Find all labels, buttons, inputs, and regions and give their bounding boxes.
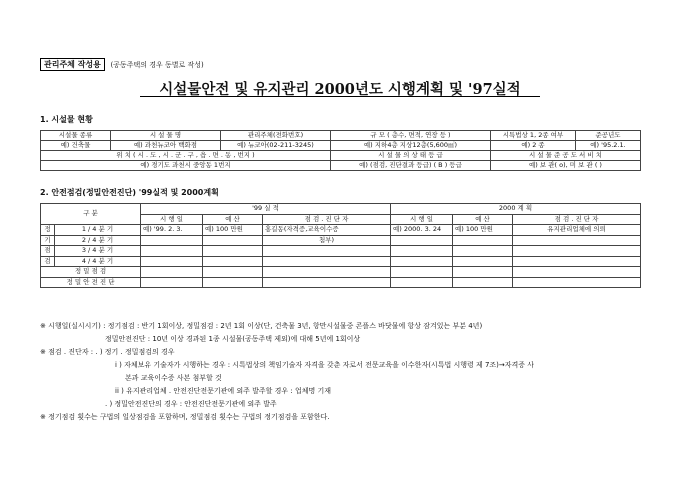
table-row <box>41 277 641 288</box>
table-row <box>41 204 641 215</box>
side-label: 기 <box>41 235 55 246</box>
row-label: 정 밀 점 검 <box>41 267 141 278</box>
value-cell <box>453 267 513 278</box>
value-cell: 예) 건축물 <box>41 141 111 151</box>
value-cell <box>453 246 513 257</box>
value-cell <box>263 277 391 288</box>
value-cell <box>203 277 263 288</box>
header-note: (공동주택의 경우 동별로 작성) <box>110 61 204 69</box>
results-99-header: '99 실 적 <box>141 204 391 215</box>
value-cell <box>453 256 513 267</box>
header-cell: 위 치 ( 시 . 도 , 시 . 군 . 구 , 읍 . 면 . 동 , 번지 ) <box>41 151 331 161</box>
value-cell <box>203 235 263 246</box>
note-line: . ) 정밀안전진단의 경우 : 안전진단전문기관에 외주 발주 <box>105 400 277 408</box>
inspection-plan-table <box>40 203 641 288</box>
value-cell: 예) 2 종 <box>491 141 576 151</box>
value-cell <box>453 277 513 288</box>
side-label: 정 <box>41 225 55 236</box>
value-cell <box>391 256 453 267</box>
value-cell <box>391 267 453 278</box>
header-row <box>40 58 204 71</box>
value-cell <box>141 267 203 278</box>
row-label: 2 / 4 분 기 <box>55 235 141 246</box>
table-row <box>41 131 641 141</box>
value-cell <box>513 235 641 246</box>
value-cell <box>141 246 203 257</box>
row-label: 3 / 4 분 기 <box>55 246 141 257</box>
value-cell <box>391 235 453 246</box>
note-line: 본과 교육이수증 사본 첨부할 것 <box>125 374 222 382</box>
table-row <box>41 161 641 171</box>
header-cell: 시특법상 1, 2종 여부 <box>491 131 576 141</box>
footnotes <box>40 320 534 424</box>
header-cell: 시설물 종류 <box>41 131 111 141</box>
header-cell: 시 설 물 의 상 태 등 급 <box>331 151 491 161</box>
category-header: 구 분 <box>41 204 141 225</box>
note-line: ※ 점검 . 진단자 : . ) 정기 . 정밀점검의 경우 <box>40 348 175 356</box>
row-label: 4 / 4 분 기 <box>55 256 141 267</box>
note-line: ※ 시행일(실시시기) : 정기점검 : 반기 1회이상, 정밀점검 : 2년 1회 이상(단, 건축물 3년, 항만시설물중 콘플스 바닷물에 항상 잠겨있는 부분 4년) <box>40 322 483 330</box>
value-cell <box>141 277 203 288</box>
value-cell <box>263 246 391 257</box>
value-cell <box>513 267 641 278</box>
note-line: ※ 정기점검 횟수는 구법의 일상점검을 포함하며, 정밀점검 횟수는 구법의 정기점검을 포함한다. <box>40 413 330 421</box>
header-cell: 준공년도 <box>576 131 641 141</box>
value-cell: 예) (점검, 진단결과 등급) ( B ) 등급 <box>331 161 491 171</box>
plan-2000-header: 2000 계 획 <box>391 204 641 215</box>
table-row <box>41 267 641 278</box>
table-row <box>41 151 641 161</box>
value-cell <box>513 277 641 288</box>
value-cell: 예) 2000. 3. 24 <box>391 225 453 236</box>
page-title: 시설물안전 및 유지관리 2000년도 시행계획 및 '97실적 <box>159 81 521 98</box>
value-cell: 예) 100 만원 <box>203 225 263 236</box>
value-cell: 첨부) <box>263 235 391 246</box>
table-row <box>41 225 641 236</box>
header-cell: 시 설 물 준 공 도 서 비 치 <box>491 151 641 161</box>
header-cell: 점 검 . 진 단 자 <box>263 214 391 225</box>
facility-status-table <box>40 130 641 171</box>
value-cell: 예) '99. 2. 3. <box>141 225 203 236</box>
title-underline <box>140 96 540 97</box>
value-cell <box>203 256 263 267</box>
header-cell: 시 설 물 명 <box>111 131 221 141</box>
value-cell: 예) 지하4층 지상12층(5,600㎡) <box>331 141 491 151</box>
value-cell <box>513 256 641 267</box>
note-line: i ) 자체보유 기술자가 시행하는 경우 : 시특법상의 책임기술자 자격을 갖춘 자로서 전문교육을 이수한자(시특법 시행령 제 7조)→자격증 사 <box>115 361 535 369</box>
table-row <box>41 256 641 267</box>
side-label: 검 <box>41 256 55 267</box>
row-label: 정 밀 안 전 진 단 <box>41 277 141 288</box>
value-cell <box>203 267 263 278</box>
header-cell: 규 모 ( 층수, 면적, 연장 등 ) <box>331 131 491 141</box>
header-cell: 관리주체(전화번호) <box>221 131 331 141</box>
header-cell: 예 산 <box>203 214 263 225</box>
value-cell: 홍길동(자격증,교육이수증 <box>263 225 391 236</box>
value-cell <box>203 246 263 257</box>
value-cell <box>141 235 203 246</box>
value-cell: 예) '95.2.1. <box>576 141 641 151</box>
value-cell: 예) 뉴코아(02-211-3245) <box>221 141 331 151</box>
value-cell: 유지관리업체에 의뢰 <box>513 225 641 236</box>
value-cell <box>141 256 203 267</box>
value-cell <box>263 267 391 278</box>
note-line: ii ) 유지관리업체 . 안전진단전문기관에 외주 발주할 경우 : 업체명 기재 <box>115 387 332 395</box>
value-cell: 예) 과천뉴코아 백화점 <box>111 141 221 151</box>
value-cell: 예) 100 만원 <box>453 225 513 236</box>
header-cell: 예 산 <box>453 214 513 225</box>
note-line: 정밀안전진단 : 10년 이상 경과된 1종 시설물(공동주택 제외)에 대해 5년에 1회이상 <box>105 335 361 343</box>
section2-heading: 2. 안전점검(정밀안전진단) '99실적 및 2000계획 <box>40 188 219 197</box>
value-cell: 예) 보 관( o), 미 보 관 ( ) <box>491 161 641 171</box>
row-label: 1 / 4 분 기 <box>55 225 141 236</box>
header-cell: 시 행 일 <box>141 214 203 225</box>
table-row <box>41 246 641 257</box>
value-cell <box>513 246 641 257</box>
management-badge: 관리주체 작성용 <box>40 58 105 71</box>
section1-heading: 1. 시설물 현황 <box>40 115 93 124</box>
value-cell <box>263 256 391 267</box>
header-cell: 점 검 . 진 단 자 <box>513 214 641 225</box>
table-row <box>41 141 641 151</box>
header-cell: 시 행 일 <box>391 214 453 225</box>
table-row <box>41 235 641 246</box>
value-cell <box>453 235 513 246</box>
value-cell <box>391 277 453 288</box>
value-cell: 예) 경기도 과천시 중앙동 1번지 <box>41 161 331 171</box>
value-cell <box>391 246 453 257</box>
side-label: 점 <box>41 246 55 257</box>
